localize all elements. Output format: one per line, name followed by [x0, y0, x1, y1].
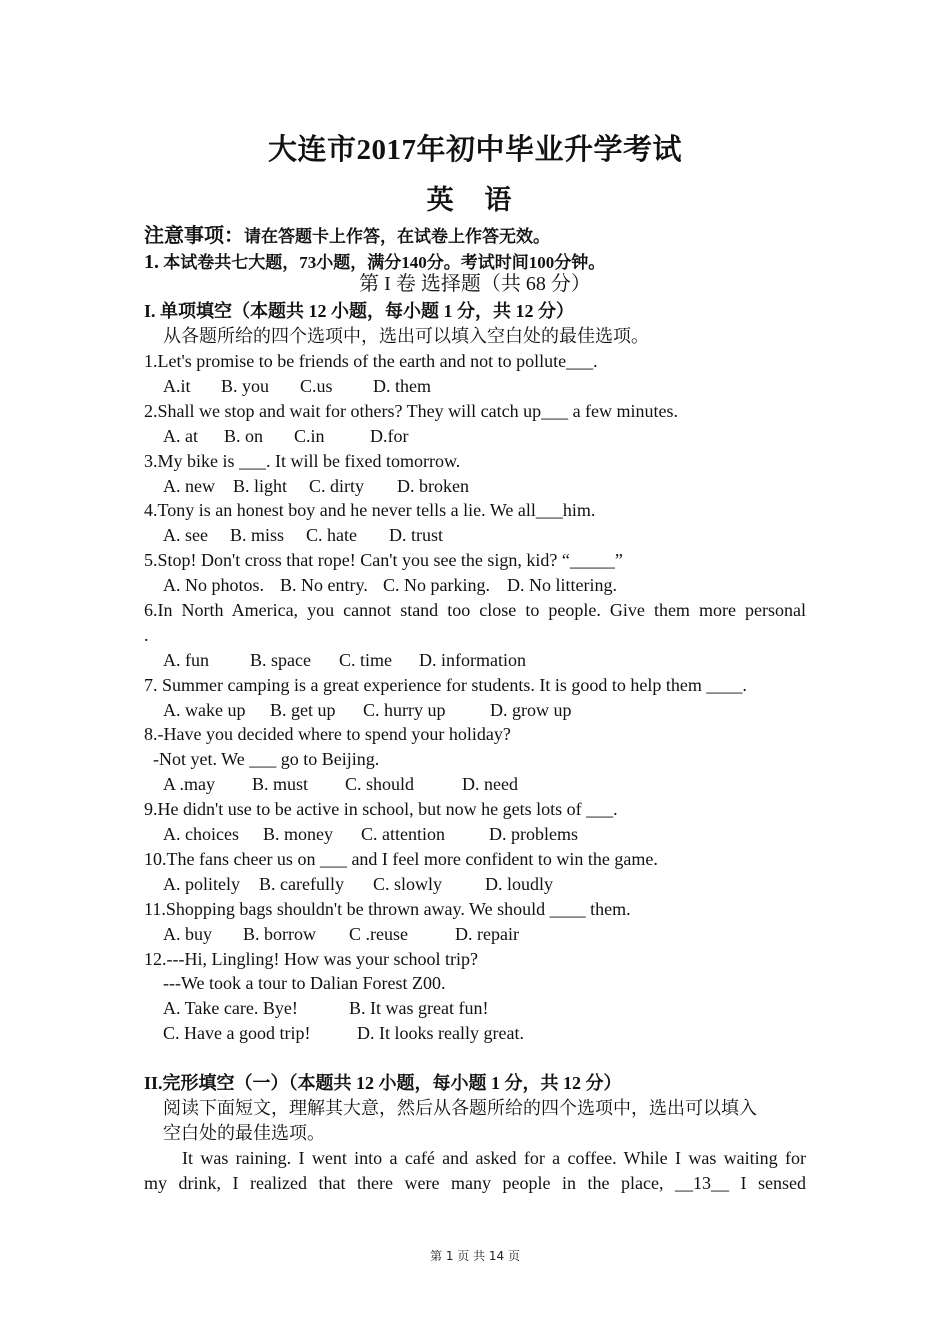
question-7-stem: 7. Summer camping is a great experience for students. It is good to help them ____. [144, 675, 747, 695]
option-b[interactable]: B. borrow [243, 924, 316, 944]
option-b[interactable]: B. on [224, 426, 264, 446]
option-a[interactable]: A. politely [163, 874, 240, 894]
option-d[interactable]: D. repair [455, 924, 519, 944]
option-a[interactable]: A. new [163, 476, 215, 496]
option-c[interactable]: C. should [345, 774, 415, 794]
option-d[interactable]: D. need [462, 774, 518, 794]
notice-label: 注意事项： [144, 225, 244, 247]
option-c[interactable]: C.in [294, 426, 325, 446]
option-c[interactable]: C .reuse [349, 924, 408, 944]
question-6-options [144, 648, 825, 672]
question-1-options [144, 374, 825, 398]
question-6-stem: 6.In North America, you cannot stand too close to people. Give them more personal [144, 600, 806, 620]
question-10-stem: 10.The fans cheer us on ___ and I feel more confident to win the game. [144, 849, 658, 869]
option-b[interactable]: B. It was great fun! [349, 998, 489, 1018]
option-d[interactable]: D. No littering. [507, 575, 617, 595]
passage-line-1: It was raining. I went into a café and asked for a coffee. While I was waiting for [182, 1148, 806, 1168]
option-c[interactable]: C. No parking. [383, 575, 490, 595]
option-d[interactable]: D. grow up [490, 700, 572, 720]
option-d[interactable]: D. trust [389, 525, 443, 545]
option-d[interactable]: D. them [373, 376, 431, 396]
question-11-stem: 11.Shopping bags shouldn't be thrown away. We should ____ them. [144, 899, 631, 919]
option-a[interactable]: A .may [163, 774, 215, 794]
option-c[interactable]: C. hurry up [363, 700, 446, 720]
part-1-title: 第 I 卷 选择题（共 68 分） [359, 273, 591, 295]
option-a[interactable]: A. at [163, 426, 198, 446]
option-d[interactable]: D.for [370, 426, 409, 446]
question-12-stem-cont: ---We took a tour to Dalian Forest Z00. [163, 973, 446, 993]
option-a[interactable]: A.it [163, 376, 191, 396]
option-b[interactable]: B. No entry. [280, 575, 368, 595]
option-c[interactable]: C. hate [306, 525, 357, 545]
option-a[interactable]: A. No photos. [163, 575, 265, 595]
question-3-stem: 3.My bike is ___. It will be fixed tomorrow. [144, 451, 461, 471]
option-a[interactable]: A. fun [163, 650, 209, 670]
question-9-options [144, 822, 825, 846]
option-c[interactable]: C.us [300, 376, 333, 396]
option-b[interactable]: B. you [221, 376, 270, 396]
question-6-stem-cont: . [144, 625, 149, 645]
exam-subject: 英 语 [426, 185, 524, 215]
option-d[interactable]: D. problems [489, 824, 578, 844]
question-7-options [144, 698, 825, 722]
question-2-options [144, 424, 825, 448]
exam-title: 大连市2017年初中毕业升学考试 [267, 134, 682, 166]
option-d[interactable]: D. broken [397, 476, 469, 496]
question-8-stem: 8.-Have you decided where to spend your holiday? [144, 724, 511, 744]
option-b[interactable]: B. money [263, 824, 333, 844]
option-c[interactable]: C. time [339, 650, 392, 670]
option-b[interactable]: B. must [252, 774, 309, 794]
question-5-stem: 5.Stop! Don't cross that rope! Can't you see the sign, kid? “_____” [144, 550, 623, 570]
option-c[interactable]: C. Have a good trip! [163, 1023, 311, 1043]
question-4-stem: 4.Tony is an honest boy and he never tells a lie. We all___him. [144, 500, 596, 520]
option-b[interactable]: B. get up [270, 700, 336, 720]
question-5-options [144, 573, 825, 597]
passage-line-2: my drink, I realized that there were many people in the place, __13__ I sensed [144, 1173, 806, 1193]
section-1-instruction: 从各题所给的四个选项中，选出可以填入空白处的最佳选项。 [163, 326, 649, 346]
option-a[interactable]: A. choices [163, 824, 239, 844]
question-12-stem: 12.---Hi, Lingling! How was your school trip? [144, 949, 478, 969]
section-2-heading [144, 1071, 806, 1095]
option-c[interactable]: C. dirty [309, 476, 365, 496]
section-2-title: 完形填空（一）（本题共 12 小题，每小题 1 分，共 12 分） [162, 1073, 622, 1093]
option-d[interactable]: D. loudly [485, 874, 554, 894]
option-d[interactable]: D. information [419, 650, 526, 670]
section-2-number: II. [144, 1073, 163, 1093]
exam-page [144, 0, 806, 1344]
question-12-options-row-2 [144, 1021, 825, 1045]
option-b[interactable]: B. space [250, 650, 311, 670]
notice-text: 请在答题卡上作答，在试卷上作答无效。 [244, 227, 550, 246]
section-2-instruction-2: 空白处的最佳选项。 [163, 1123, 325, 1143]
notice-item-1-number: 1. [144, 251, 159, 273]
option-d[interactable]: D. It looks really great. [357, 1023, 524, 1043]
question-4-options [144, 523, 825, 547]
question-3-options [144, 474, 825, 498]
question-1-stem: 1.Let's promise to be friends of the earth and not to pollute___. [144, 351, 598, 371]
notice-item-1-text: 本试卷共七大题，73小题，满分140分。考试时间100分钟。 [159, 253, 606, 272]
option-c[interactable]: C. attention [361, 824, 445, 844]
question-2-stem: 2.Shall we stop and wait for others? They will catch up___ a few minutes. [144, 401, 679, 421]
page-footer: 第 1 页 共 14 页 [430, 1249, 520, 1263]
option-b[interactable]: B. carefully [259, 874, 344, 894]
option-a[interactable]: A. see [163, 525, 208, 545]
option-c[interactable]: C. slowly [373, 874, 443, 894]
notice-line [144, 224, 806, 249]
question-9-stem: 9.He didn't use to be active in school, but now he gets lots of ___. [144, 799, 618, 819]
question-8-options [144, 772, 825, 796]
option-a[interactable]: A. wake up [163, 700, 246, 720]
question-12-options-row-1 [144, 996, 825, 1020]
question-10-options [144, 872, 825, 896]
option-a[interactable]: A. Take care. Bye! [163, 998, 298, 1018]
section-1-heading: I. 单项填空（本题共 12 小题，每小题 1 分，共 12 分） [144, 301, 575, 321]
section-2-instruction-1: 阅读下面短文，理解其大意，然后从各题所给的四个选项中，选出可以填入 [163, 1098, 757, 1118]
question-11-options [144, 922, 825, 946]
option-a[interactable]: A. buy [163, 924, 212, 944]
option-b[interactable]: B. miss [230, 525, 285, 545]
question-8-stem-cont: -Not yet. We ___ go to Beijing. [153, 749, 380, 769]
option-b[interactable]: B. light [233, 476, 288, 496]
